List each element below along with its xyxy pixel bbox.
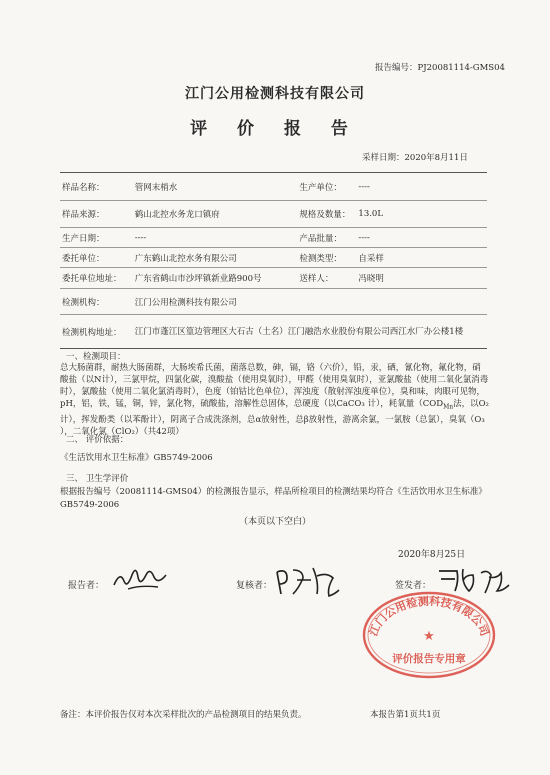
cod-subscript: Mn <box>443 403 454 411</box>
table-row <box>60 228 487 248</box>
evaluation-heading: 三、 卫生学评价 <box>66 474 129 484</box>
reporter-label: 报告者： <box>68 581 105 591</box>
client-address-label: 委托单位地址： <box>60 268 133 289</box>
sampling-date-label: 采样日期： <box>362 153 405 163</box>
sample-info-table <box>60 172 487 349</box>
lab-address-label: 检测机构地址： <box>60 315 133 349</box>
test-type-value: 自采样 <box>356 248 487 268</box>
report-date: 2020年8月25日 <box>398 550 466 560</box>
issuer-label: 签发者： <box>395 581 432 591</box>
company-header: 江门公用检测科技有限公司 <box>185 86 365 102</box>
sample-name-value: 管网末梢水 <box>133 173 298 201</box>
seal-top-text: 江门公用检测科技有限公司 <box>366 594 492 638</box>
producer-value: ---- <box>356 173 487 201</box>
table-row <box>60 201 487 228</box>
reviewer-label: 复核者： <box>236 581 273 591</box>
seal-bottom-text: 评价报告专用章 <box>392 653 466 665</box>
lab-address-value: 江门市蓬江区篁边管理区大石古（土名）江门融浩水业股份有限公司西江水厂办公楼1楼 <box>133 315 487 349</box>
report-number-label: 报告编号： <box>375 63 418 73</box>
sample-source-label: 样品来源： <box>60 201 133 228</box>
client-address-value: 广东省鹤山市沙坪镇新业路900号 <box>133 268 298 289</box>
sender-value: 冯晓明 <box>356 268 487 289</box>
official-seal <box>360 590 498 680</box>
items-text: 总大肠菌群，耐热大肠菌群，大肠埃希氏菌，菌落总数，砷，镉，铬（六价），铅，汞，硒，氰化物，氟化物，硝酸盐（以N计），三氯甲烷，四氯化碳，溴酸盐（使用臭氧时），甲醛（使用臭氧时），亚氯酸盐（使用二氧化氯消毒时），氯酸盐（使用二氧化氯消毒时），色度（铂钴比色单位），浑浊度（散射浑浊度单位），臭和味，肉眼可见物，pH，铝，铁，锰，铜，锌，氯化物，硫酸盐，溶解性总固体，总硬度（以CaCO₃ 计），耗氧量（$COD_{Mn}$法，以O₂计），挥发酚类（以苯酚计），阴离子合成洗涤剂，总α放射性，总β放射性，游离余氯，一氯胺（总氯），臭氧（O₃ ），二氧化氯（ClO₂）（共42项） <box>60 363 489 437</box>
client-label: 委托单位： <box>60 248 133 268</box>
sample-source-value: 鹤山北控水务龙口镇府 <box>133 201 298 228</box>
production-date-label: 生产日期： <box>60 228 133 248</box>
table-row <box>60 268 487 289</box>
footer-note: 备注：本评价报告仅对本次采样批次的产品检测项目的结果负责。 <box>60 710 307 720</box>
sample-name-label: 样品名称： <box>60 173 133 201</box>
spec-quantity-label: 规格及数量： <box>297 201 356 228</box>
sampling-date-value: 2020年8月11日 <box>404 153 468 163</box>
seal-star-icon: ★ <box>423 629 435 644</box>
sender-label: 送样人： <box>297 268 356 289</box>
table-row <box>60 173 487 201</box>
evaluation-text: 根据报告编号（20081114-GMS04）的检测报告显示，样品所检项目的检测结果均符合《生活饮用水卫生标准》GB5749-2006 <box>60 487 487 510</box>
basis-text: 《生活饮用水卫生标准》GB5749-2006 <box>60 453 213 463</box>
footer-page-number: 本报告第1页共1页 <box>370 710 441 720</box>
batch-value: ---- <box>356 228 487 248</box>
table-row <box>60 289 487 315</box>
items-heading: 一、检测项目： <box>66 352 126 362</box>
test-type-label: 检测类型： <box>297 248 356 268</box>
table-row <box>60 248 487 268</box>
basis-heading: 二、 评价依据： <box>66 435 129 445</box>
client-value: 广东鹤山北控水务有限公司 <box>133 248 298 268</box>
reviewer-signature <box>273 562 343 598</box>
production-date-value: ---- <box>133 228 298 248</box>
sampling-date-line <box>362 151 468 163</box>
report-number-line <box>375 61 505 73</box>
lab-value: 江门公用检测科技有限公司 <box>133 289 487 315</box>
lab-label: 检测机构： <box>60 289 133 315</box>
reporter-signature <box>110 565 170 595</box>
report-number-value: PJ20081114-GMS04 <box>417 63 505 73</box>
report-title: 评 价 报 告 <box>190 119 360 139</box>
blank-below-note: （本页以下空白） <box>238 517 311 527</box>
producer-label: 生产单位： <box>297 173 356 201</box>
table-row <box>60 315 487 349</box>
batch-label: 产品批量： <box>297 228 356 248</box>
spec-quantity-value: 13.0L <box>356 201 487 228</box>
